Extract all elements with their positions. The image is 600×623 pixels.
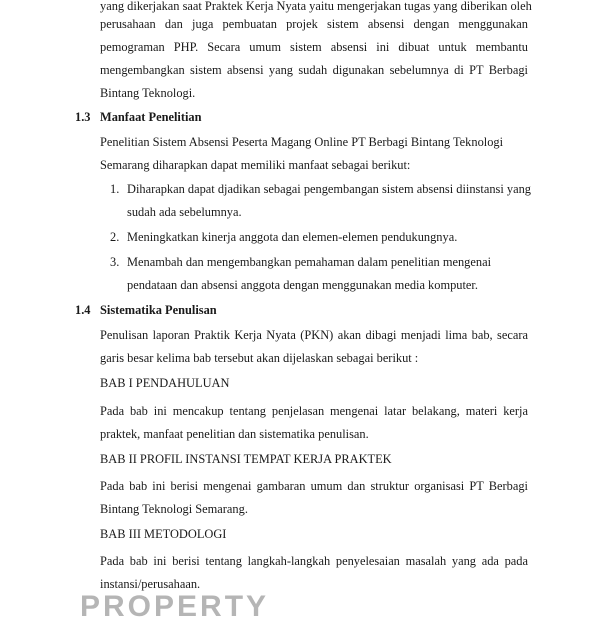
paragraph-line: garis besar kelima bab tersebut akan dijelaskan sebagai berikut : [100,351,419,365]
chapter-line: Pada bab ini mencakup tentang penjelasan mengenai latar belakang, materi kerja [100,404,528,418]
chapter-title: BAB I PENDAHULUAN [100,376,230,390]
paragraph-line: Penulisan laporan Praktik Kerja Nyata (PKN) akan dibagi menjadi lima bab, secara [100,328,528,342]
intro-line: yang dikerjakan saat Praktek Kerja Nyata yaitu mengerjakan tugas yang diberikan oleh [100,0,532,13]
list-item-line: pendataan dan absensi anggota dengan menggunakan media komputer. [127,278,478,292]
paragraph-line: Semarang diharapkan dapat memiliki manfaat sebagai berikut: [100,158,411,172]
list-item-line: Meningkatkan kinerja anggota dan elemen-elemen pendukungnya. [127,230,458,244]
list-item-line: Menambah dan mengembangkan pemahaman dalam penelitian mengenai [127,255,492,269]
list-number: 2. [110,230,120,244]
paragraph-line: Penelitian Sistem Absensi Peserta Magang Online PT Berbagi Bintang Teknologi [100,135,504,149]
intro-line: pemograman PHP. Secara umum sistem absensi ini dibuat untuk membantu [100,40,528,54]
list-number: 1. [110,182,120,196]
watermark: PROPERTY [80,590,270,623]
list-item-line: sudah ada sebelumnya. [127,205,242,219]
section-heading-1-4 [75,302,217,318]
chapter-line: Pada bab ini berisi mengenai gambaran umum dan struktur organisasi PT Berbagi [100,479,528,493]
chapter-title: BAB III METODOLOGI [100,527,227,541]
chapter-line: praktek, manfaat penelitian dan sistematika penulisan. [100,427,369,441]
section-number: 1.4 [75,303,91,317]
chapter-line: instansi/perusahaan. [100,577,201,591]
list-number: 3. [110,255,120,269]
chapter-title: BAB II PROFIL INSTANSI TEMPAT KERJA PRAKTEK [100,452,392,466]
section-title: Manfaat Penelitian [100,110,202,124]
section-heading-1-3 [75,109,202,125]
chapter-line: Pada bab ini berisi tentang langkah-langkah penyelesaian masalah yang ada pada [100,554,528,568]
section-title: Sistematika Penulisan [100,303,217,317]
list-item-line: Diharapkan dapat djadikan sebagai pengembangan sistem absensi diinstansi yang [127,182,531,196]
intro-line: perusahaan dan juga pembuatan projek sistem absensi dengan menggunakan [100,17,528,31]
section-number: 1.3 [75,110,91,124]
intro-line: mengembangkan sistem absensi yang sudah digunakan sebelumnya di PT Berbagi [100,63,528,77]
chapter-line: Bintang Teknologi Semarang. [100,502,248,516]
intro-line: Bintang Teknologi. [100,86,196,100]
